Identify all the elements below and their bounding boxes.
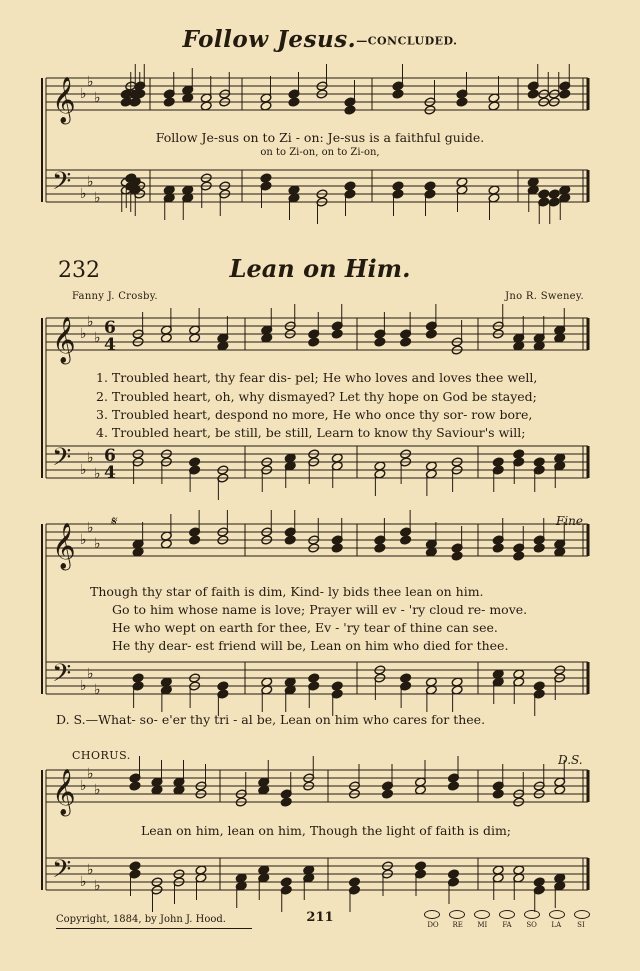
note-head [400, 673, 412, 683]
note-head [425, 329, 437, 339]
verse-line-4a: 4. Troubled heart, be still, be still, Learn to know thy Saviour's will; [96, 425, 526, 440]
note-head [533, 681, 545, 691]
note-head [308, 337, 320, 347]
flat-icon: ♭ [87, 314, 94, 330]
flat-icon: ♭ [80, 778, 87, 794]
note-head [400, 337, 412, 347]
flat-icon: ♭ [87, 666, 94, 682]
time-signature-bottom: 4 [104, 463, 116, 483]
page-number: 211 [306, 910, 334, 925]
chorus-label: CHORUS. [72, 749, 131, 762]
flat-icon: ♭ [94, 878, 101, 894]
note-head [533, 457, 545, 467]
time-signature-top: 6 [104, 318, 116, 338]
note-head [513, 551, 525, 561]
note-head [451, 551, 463, 561]
note-head [448, 781, 460, 791]
segno-mark: 𝄋 [110, 514, 117, 530]
flat-icon: ♭ [80, 532, 87, 548]
note-head [400, 535, 412, 545]
solfa-note-shape [524, 910, 540, 919]
note-head [548, 189, 560, 199]
hymn1-lyric: Follow Je-sus on to Zi - on: Je-sus is a faithful guide. [155, 130, 485, 145]
note-head [492, 789, 504, 799]
note-head [129, 781, 141, 791]
note-head [284, 535, 296, 545]
note-head [424, 181, 436, 191]
solfa-si: SI [577, 921, 585, 929]
flat-icon: ♭ [94, 90, 101, 106]
flat-icon: ♭ [94, 466, 101, 482]
solfa-note-shape [474, 910, 490, 919]
note-head [456, 97, 468, 107]
note-head [533, 877, 545, 887]
note-head [331, 329, 343, 339]
note-head [374, 337, 386, 347]
treble-clef-icon: 𝄞 [52, 523, 76, 569]
note-head [492, 543, 504, 553]
flat-icon: ♭ [80, 186, 87, 202]
note-head [448, 869, 460, 879]
verse-line-3a: 3. Troubled heart, despond no more, He who once thy sor- row bore, [96, 407, 533, 422]
flat-icon: ♭ [87, 174, 94, 190]
verse-line-2b: Go to him whose name is love; Prayer will ev - 'ry cloud re- move. [112, 602, 528, 617]
bass-clef-icon: 𝄢 [52, 443, 72, 478]
note-head [415, 861, 427, 871]
chorus-lyric: Lean on him, lean on him, Though the light of faith is dim; [140, 823, 512, 838]
hymn-title-follow-jesus: Follow Jesus.—CONCLUDED. [182, 26, 458, 53]
flat-icon: ♭ [94, 330, 101, 346]
copyright-notice: Copyright, 1884, by John J. Hood. [56, 914, 226, 925]
verse-line-4b: He thy dear- est friend will be, Lean on him who died for thee. [112, 638, 509, 653]
verse-line-1a: 1. Troubled heart, thy fear dis- pel; He who loves and loves thee well, [96, 370, 538, 385]
flat-icon: ♭ [87, 74, 94, 90]
flat-icon: ♭ [87, 766, 94, 782]
note-head [280, 797, 292, 807]
solfa-note-shape [449, 910, 465, 919]
flat-icon: ♭ [80, 326, 87, 342]
note-head [374, 543, 386, 553]
note-head [559, 89, 571, 99]
note-head [280, 877, 292, 887]
title-suffix: —CONCLUDED. [356, 34, 458, 48]
hymn-composer: Jno R. Sweney. [505, 291, 584, 302]
treble-clef-icon: 𝄞 [52, 317, 76, 363]
verse-line-3b: He who wept on earth for thee, Ev - 'ry tear of thine can see. [112, 620, 498, 635]
note-head [260, 173, 272, 183]
solfa-re: RE [452, 921, 463, 929]
flat-icon: ♭ [80, 678, 87, 694]
flat-icon: ♭ [94, 682, 101, 698]
fine-mark: Fine. [556, 514, 587, 528]
ds-mark: D.S. [558, 753, 583, 767]
note-head [527, 89, 539, 99]
flat-icon: ♭ [87, 862, 94, 878]
note-head [129, 861, 141, 871]
note-head [217, 681, 229, 691]
verse-line-1b: Though thy star of faith is dim, Kind- ly bids thee lean on him. [90, 584, 484, 599]
hymn-number: 232 [58, 258, 100, 283]
note-head [331, 681, 343, 691]
time-signature-top: 6 [104, 446, 116, 466]
note-head [382, 789, 394, 799]
solfa-note-shape [549, 910, 565, 919]
solfa-la: LA [551, 921, 562, 929]
note-head [492, 457, 504, 467]
footer-rule [56, 928, 252, 929]
flat-icon: ♭ [94, 190, 101, 206]
note-head [538, 189, 550, 199]
note-head [189, 457, 201, 467]
note-head [189, 535, 201, 545]
solfa-legend [424, 910, 590, 929]
note-head [392, 181, 404, 191]
solfa-fa: FA [502, 921, 512, 929]
ds-lyric-line: D. S.—What- so- e'er thy tri - al be, Lean on him who cares for thee. [56, 712, 486, 727]
solfa-note-shape [499, 910, 515, 919]
note-head [163, 97, 175, 107]
note-head [392, 89, 404, 99]
hymn-title-lean-on-him: Lean on Him. [229, 254, 411, 283]
flat-icon: ♭ [80, 462, 87, 478]
note-head [533, 543, 545, 553]
time-signature-bottom: 4 [104, 335, 116, 355]
bass-clef-icon: 𝄢 [52, 167, 72, 202]
treble-clef-icon: 𝄞 [52, 769, 76, 815]
solfa-note-shape [424, 910, 440, 919]
hymn-author: Fanny J. Crosby. [72, 291, 158, 302]
flat-icon: ♭ [80, 874, 87, 890]
flat-icon: ♭ [87, 450, 94, 466]
note-head [344, 181, 356, 191]
bass-clef-icon: 𝄢 [52, 659, 72, 694]
solfa-mi: MI [477, 921, 488, 929]
hymn1-sublyric: on to Zi-on, on to Zi-on, [260, 147, 380, 158]
flat-icon: ♭ [94, 782, 101, 798]
note-head [331, 543, 343, 553]
flat-icon: ♭ [87, 520, 94, 536]
note-head [344, 105, 356, 115]
solfa-so: SO [526, 921, 537, 929]
note-head [308, 673, 320, 683]
note-head [288, 97, 300, 107]
note-head [513, 449, 525, 459]
solfa-note-shape [574, 910, 590, 919]
flat-icon: ♭ [80, 86, 87, 102]
flat-icon: ♭ [94, 536, 101, 552]
note-head [349, 877, 361, 887]
note-head [132, 673, 144, 683]
verse-line-2a: 2. Troubled heart, oh, why dismayed? Let thy hope on God be stayed; [96, 389, 537, 404]
solfa-do: DO [427, 921, 439, 929]
bass-clef-icon: 𝄢 [52, 855, 72, 890]
treble-clef-icon: 𝄞 [52, 77, 76, 123]
